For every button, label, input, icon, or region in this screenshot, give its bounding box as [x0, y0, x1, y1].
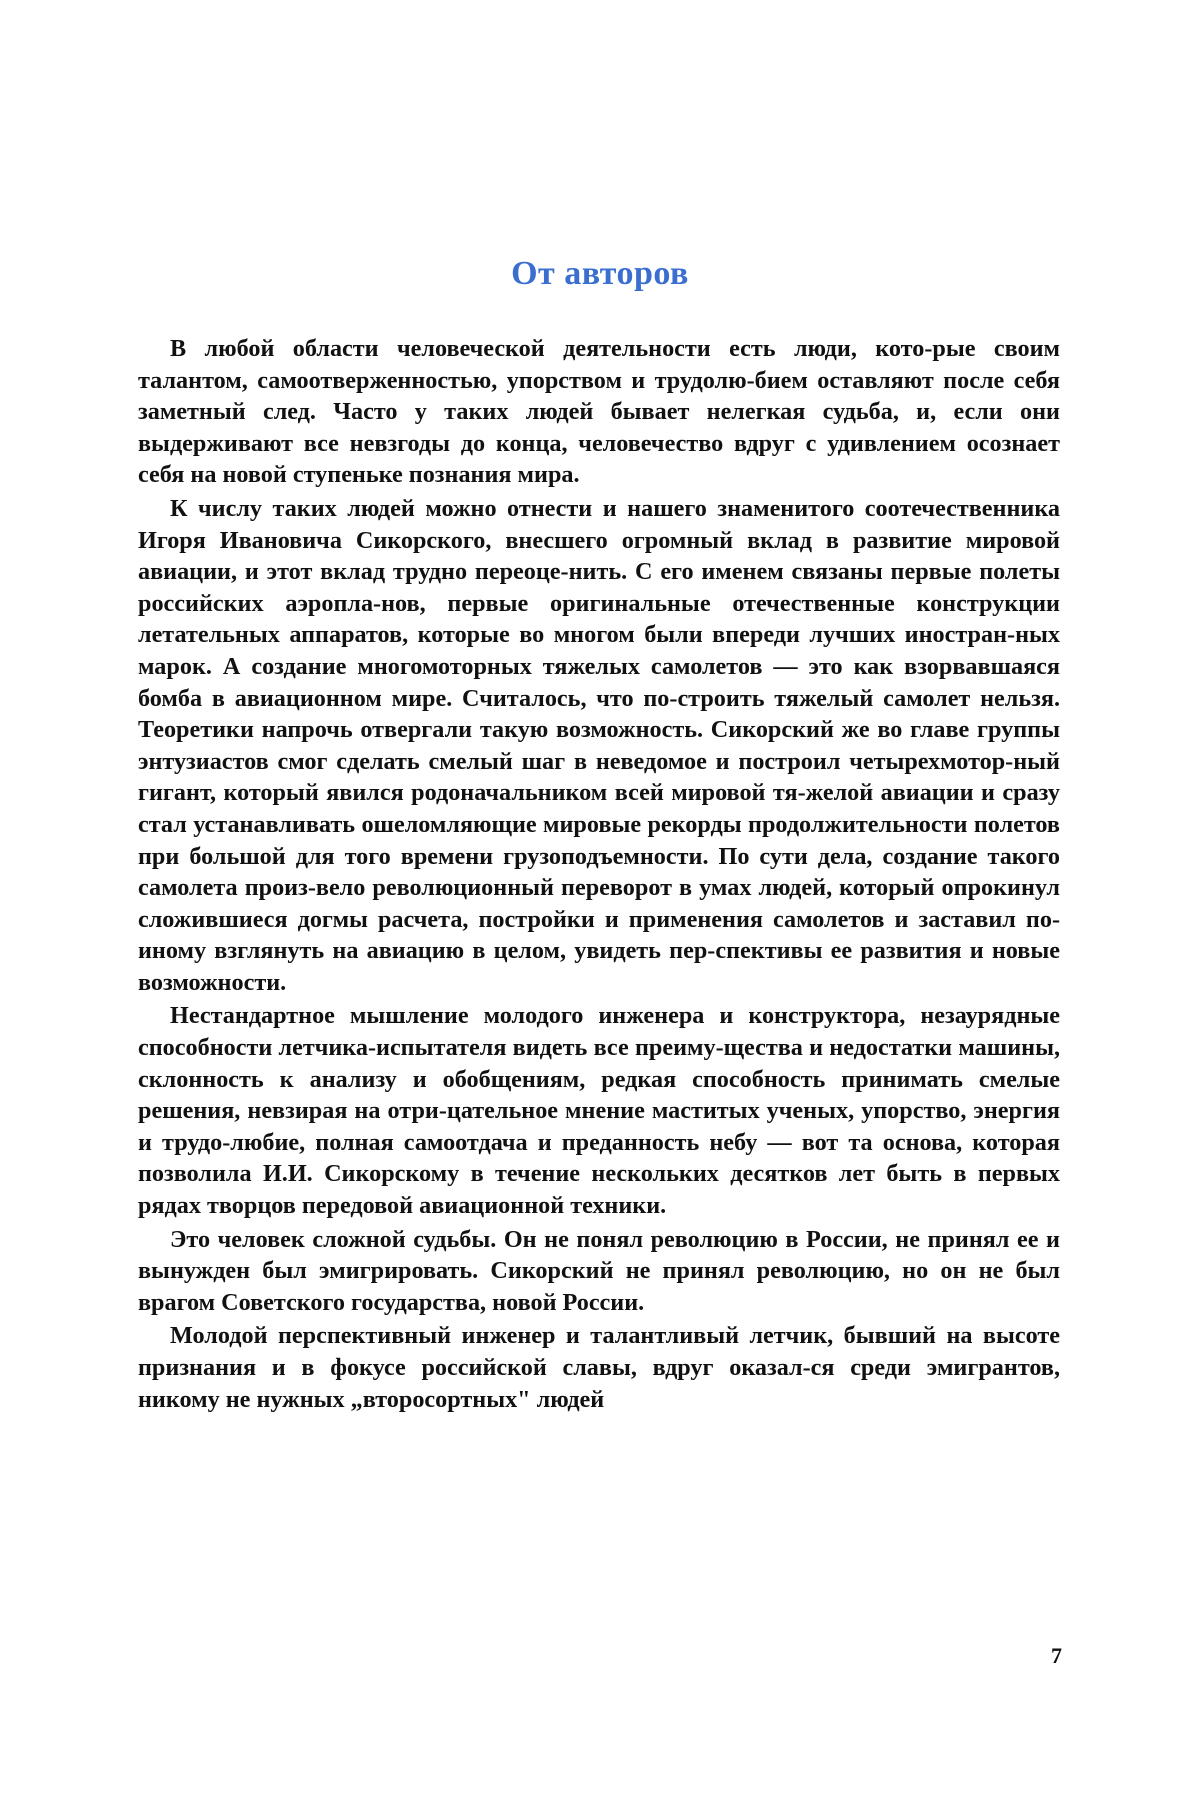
paragraph-5: Молодой перспективный инженер и талантливый летчик, бывший на высоте признания и в фокусе российской славы, вдруг оказал-ся среди эмигрантов, никому не нужных „второсортных" людей: [138, 1322, 1060, 1413]
paragraph-2: К числу таких людей можно отнести и нашего знаменитого соотечественника Игоря Ивановича Сикорского, внесшего огромный вклад в развитие мировой авиации, и этот вклад трудно переоце-нить. С его именем связаны первые полеты российских аэропла-нов, первые оригинальные отечественные конструкции летательных аппаратов, которые во многом были впереди лучших иностран-ных марок. А создание многомоторных тяжелых самолетов — это как взорвавшаяся бомба в авиационном мире. Считалось, что по-строить тяжелый самолет нельзя. Теоретики напрочь отвергали такую возможность. Сикорский же во главе группы энтузиастов смог сделать смелый шаг в неведомое и построил четырехмотор-ный гигант, который явился родоначальником всей мировой тя-желой авиации и сразу стал устанавливать ошеломляющие мировые рекорды продолжительности полетов при большой для того времени грузоподъемности. По сути дела, создание такого самолета произ-вело революционный переворот в умах людей, который опрокинул сложившиеся догмы расчета, постройки и применения самолетов и заставил по-иному взглянуть на авиацию в целом, увидеть пер-спективы ее развития и новые возможности.: [138, 494, 1060, 996]
paragraph-3: Нестандартное мышление молодого инженера и конструктора, незаурядные способности летчика-испытателя видеть все преиму-щества и недостатки машины, склонность к анализу и обобщениям, редкая способность принимать смелые решения, невзирая на отри-цательное мнение маститых ученых, упорство, энергия и трудо-любие, полная самоотдача и преданность небу — вот та основа, которая позволила И.И. Сикорскому в течение нескольких десятков лет быть в первых рядах творцов передовой авиационной техники.: [138, 1002, 1060, 1220]
paragraph-1: В любой области человеческой деятельности есть люди, кото-рые своим талантом, самоотверженностью, упорством и трудолю-бием оставляют после себя заметный след. Часто у таких людей бывает нелегкая судьба, и, если они выдерживают все невзгоды до конца, человечество вдруг с удивлением осознает себя на новой ступеньке познания мира.: [138, 335, 1060, 489]
chapter-title: От авторов: [511, 255, 689, 292]
paragraph-4: Это человек сложной судьбы. Он не понял революцию в России, не принял ее и вынужден был эмигрировать. Сикорский не принял революцию, но он не был врагом Советского государства, новой России.: [138, 1225, 1060, 1316]
body-text: [138, 333, 1060, 1415]
page-number: 7: [1051, 1643, 1062, 1668]
